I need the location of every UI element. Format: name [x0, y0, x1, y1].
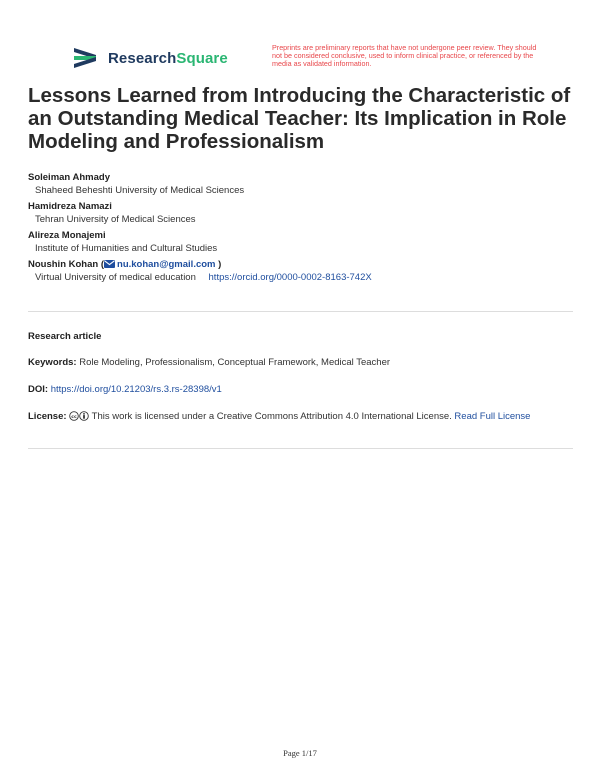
article-type-row	[28, 329, 573, 345]
preprint-disclaimer: Preprints are preliminary reports that have not undergone peer review. They should not be considered conclusive, used to inform clinical practice, or referenced by the media as validated information.	[272, 43, 537, 69]
keywords-label: Keywords:	[28, 357, 77, 368]
author-email: nu.kohan@gmail.com	[117, 259, 216, 270]
divider	[28, 311, 573, 312]
keywords-value: Role Modeling, Professionalism, Conceptual Framework, Medical Teacher	[79, 357, 391, 368]
logo-word-square: Square	[176, 49, 228, 67]
license-text: This work is licensed under a Creative Commons Attribution 4.0 International License.	[91, 411, 452, 422]
doi-row	[28, 382, 573, 398]
license-label: License:	[28, 411, 67, 422]
page-number: Page 1/17	[283, 748, 317, 758]
attribution-icon	[79, 411, 89, 421]
corresponding-author-block	[28, 259, 573, 288]
svg-text:cc: cc	[71, 415, 77, 420]
author-list	[28, 172, 573, 288]
author-affiliation: Tehran University of Medical Sciences	[35, 214, 196, 225]
license-row	[28, 409, 573, 425]
paper-title: Lessons Learned from Introducing the Characteristic of an Outstanding Medical Teacher: Its Implication in Role Modeling and Professionalism	[28, 84, 571, 153]
open-paren: (	[100, 259, 105, 270]
author-block	[28, 230, 573, 259]
author-affiliation-line	[35, 271, 573, 288]
keywords-row	[28, 355, 573, 371]
author-block	[28, 201, 573, 230]
author-name: Noushin Kohan	[28, 259, 99, 270]
read-full-license-link[interactable]: Read Full License	[454, 411, 531, 422]
creative-commons-icon	[69, 411, 79, 421]
author-name: Hamidreza Namazi	[28, 201, 112, 212]
orcid-link[interactable]: https://orcid.org/0000-0002-8163-742X	[208, 272, 372, 283]
author-affiliation: Shaheed Beheshti University of Medical Sciences	[35, 185, 245, 196]
divider	[28, 448, 573, 449]
author-affiliation: Virtual University of medical education	[35, 272, 196, 283]
article-type: Research article	[28, 331, 102, 342]
close-paren: )	[218, 259, 222, 270]
logo-wordmark	[108, 50, 228, 67]
doi-link[interactable]: https://doi.org/10.21203/rs.3.rs-28398/v1	[50, 384, 222, 395]
author-name: Soleiman Ahmady	[28, 172, 111, 183]
author-block	[28, 172, 573, 201]
author-affiliation: Institute of Humanities and Cultural Studies	[35, 243, 218, 254]
research-square-logo[interactable]	[72, 46, 228, 70]
doi-label: DOI:	[28, 384, 49, 395]
mail-icon	[104, 260, 115, 268]
research-square-logo-icon	[72, 46, 102, 70]
corresponding-author-line	[28, 259, 573, 271]
logo-word-research: Research	[108, 49, 177, 67]
page-header	[72, 43, 537, 78]
author-email-link[interactable]	[104, 259, 215, 270]
author-name: Alireza Monajemi	[28, 230, 106, 241]
